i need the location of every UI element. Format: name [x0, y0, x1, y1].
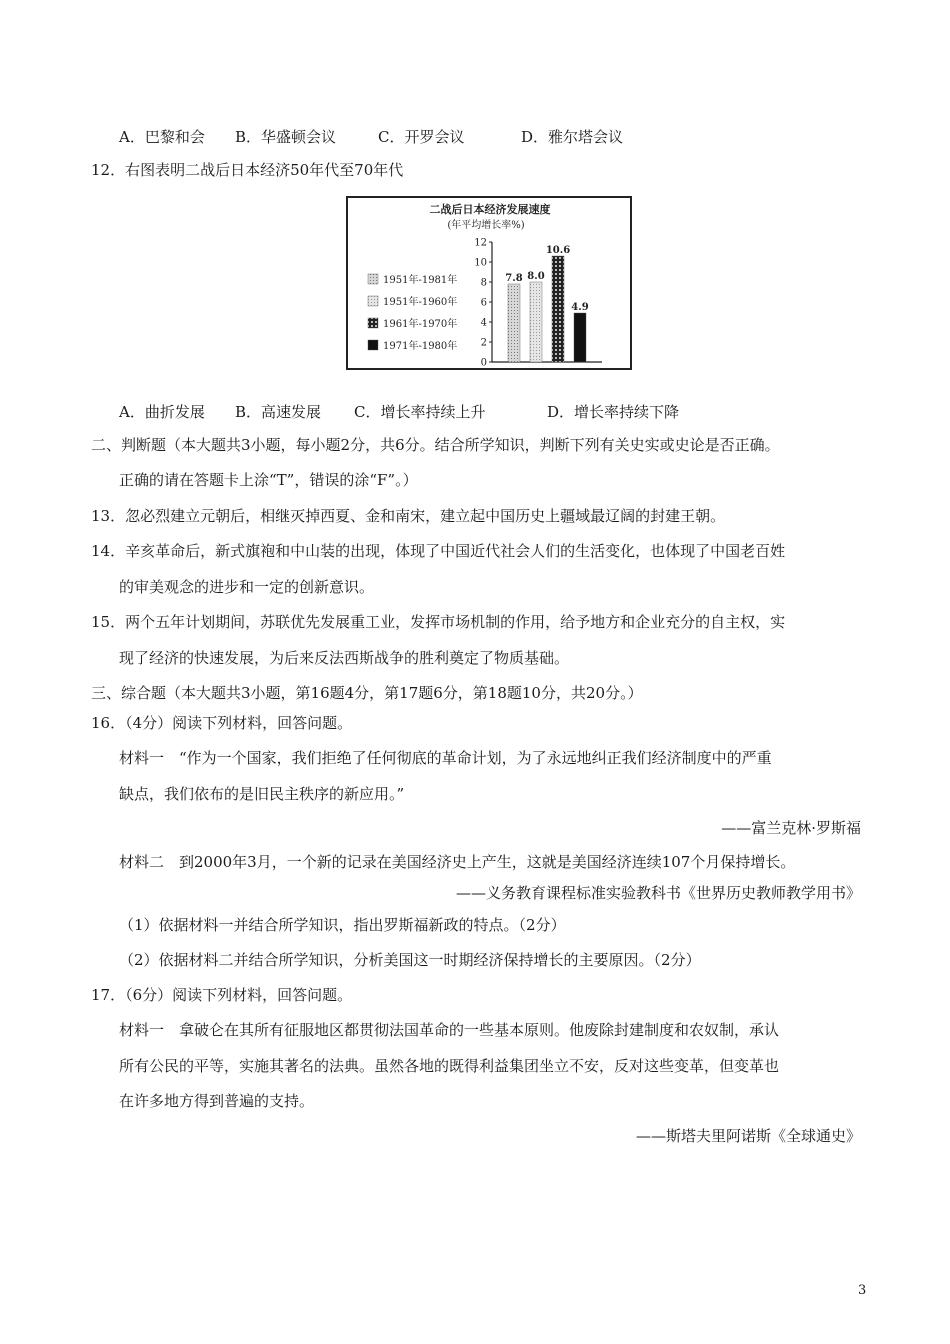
chart-bar: [552, 256, 564, 362]
japan-economy-chart: [346, 196, 632, 370]
q15-line1: 15．两个五年计划期间，苏联优先发展重工业，发挥市场机制的作用，给予地方和企业充分的自主权，实: [91, 613, 786, 631]
q11-option-c: C．开罗会议: [378, 128, 465, 146]
q14-line2: 的审美观念的进步和一定的创新意识。: [119, 578, 375, 596]
q12-option-b: B．高速发展: [235, 403, 322, 421]
q16-sub2: （2）依据材料二并结合所学知识，分析美国这一时期经济保持增长的主要原因。（2分）: [119, 951, 701, 969]
chart-ylabel: (年平均增长率%): [447, 220, 525, 231]
chart-y-tick-label: 8: [480, 277, 487, 289]
chart-data-label: 10.6: [545, 245, 571, 256]
chart-y-tick-label: 10: [474, 257, 487, 269]
chart-legend-label: 1961年-1970年: [383, 319, 458, 330]
q12-option-d: D．增长率持续下降: [547, 403, 680, 421]
chart-legend-label: 1971年-1980年: [383, 341, 458, 352]
chart-legend-swatch: [368, 318, 378, 328]
chart-legend-swatch: [368, 274, 378, 284]
chart-y-tick-label: 0: [480, 357, 487, 369]
q16-material1-line2: 缺点，我们依布的是旧民主秩序的新应用。”: [119, 785, 405, 803]
chart-data-label: 8.0: [527, 271, 545, 282]
chart-legend-label: 1951年-1960年: [383, 297, 458, 308]
q16-material1-source: ——富兰克林·罗斯福: [721, 819, 861, 837]
chart-data-label: 4.9: [571, 302, 589, 313]
q17-stem: 17．（6分）阅读下列材料，回答问题。: [91, 986, 353, 1004]
q14-line1: 14．辛亥革命后，新式旗袍和中山装的出现，体现了中国近代社会人们的生活变化，也体现了中国老百姓: [91, 542, 786, 560]
q15-line2: 现了经济的快速发展，为后来反法西斯战争的胜利奠定了物质基础。: [119, 649, 570, 667]
q17-material1-line1: 材料一 拿破仑在其所有征服地区都贯彻法国革命的一些基本原则。他废除封建制度和农奴制，承认: [119, 1021, 780, 1039]
q12-option-c: C．增长率持续上升: [354, 403, 486, 421]
chart-bar: [508, 284, 520, 362]
q11-option-d: D．雅尔塔会议: [521, 128, 624, 146]
q16-sub1: （1）依据材料一并结合所学知识，指出罗斯福新政的特点。（2分）: [119, 916, 566, 934]
chart-bar: [574, 313, 586, 362]
chart-legend-swatch: [368, 296, 378, 306]
section2-heading-cont: 正确的请在答题卡上涂“T”，错误的涂“F”。）: [119, 471, 418, 489]
chart-data-label: 7.8: [505, 273, 523, 284]
chart-y-tick-label: 6: [480, 297, 487, 309]
chart-bar: [530, 282, 542, 362]
chart-legend-label: 1951年-1981年: [383, 275, 458, 286]
q13: 13．忽必烈建立元朝后，相继灭掉西夏、金和南宋，建立起中国历史上疆域最辽阔的封建王朝。: [91, 507, 726, 525]
q16-material1-line1: 材料一 “作为一个国家，我们拒绝了任何彻底的革命计划，为了永远地纠正我们经济制度中的严重: [119, 749, 772, 767]
q17-material1-source: ——斯塔夫里阿诺斯《全球通史》: [635, 1127, 861, 1145]
section3-heading: 三、综合题（本大题共3小题，第16题4分，第17题6分，第18题10分，共20分。）: [91, 684, 643, 702]
q17-material1-line3: 在许多地方得到普遍的支持。: [119, 1092, 315, 1110]
q17-material1-line2: 所有公民的平等，实施其著名的法典。虽然各地的既得利益集团坐立不安，反对这些变革，但变革也: [119, 1057, 780, 1075]
section2-heading: 二、判断题（本大题共3小题，每小题2分，共6分。结合所学知识，判断下列有关史实或史论是否正确。: [91, 436, 780, 454]
q11-option-a: A．巴黎和会: [119, 128, 205, 146]
chart-y-tick-label: 12: [474, 237, 487, 249]
page-number: 3: [858, 1283, 867, 1298]
q16-material2: 材料二 到2000年3月，一个新的记录在美国经济史上产生，这就是美国经济连续107个月保持增长。: [119, 853, 796, 871]
q16-stem: 16．（4分）阅读下列材料，回答问题。: [91, 714, 353, 732]
q11-option-b: B．华盛顿会议: [235, 128, 337, 146]
q16-material2-source: ——义务教育课程标准实验教科书《世界历史教师教学用书》: [455, 884, 861, 902]
q12-stem: 12．右图表明二战后日本经济50年代至70年代: [91, 161, 404, 179]
chart-y-tick-label: 4: [480, 317, 487, 329]
chart-title: 二战后日本经济发展速度: [429, 203, 551, 216]
q12-option-a: A．曲折发展: [119, 403, 205, 421]
chart-y-tick-label: 2: [480, 337, 487, 349]
chart-legend-swatch: [368, 340, 378, 350]
